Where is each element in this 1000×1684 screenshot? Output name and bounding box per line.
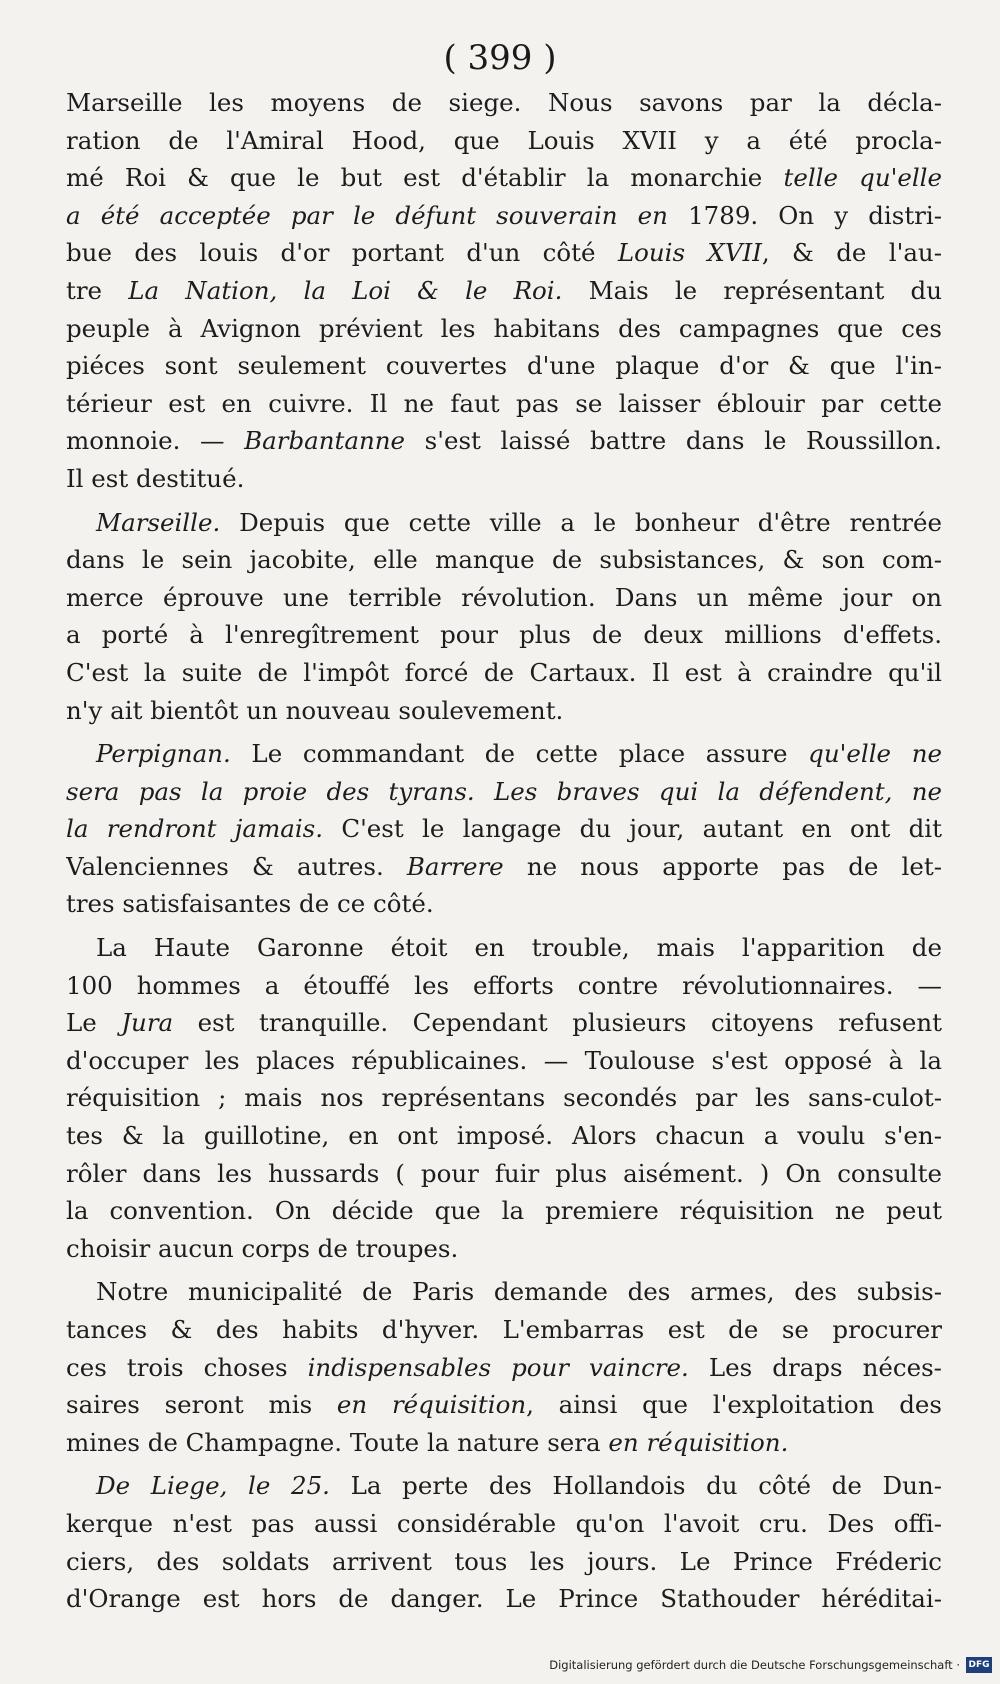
italic-text: Barrere [406, 851, 504, 881]
italic-text: La Nation, la Loi & le Roi. [128, 275, 563, 305]
page-text [66, 84, 942, 1618]
text-segment: merce éprouve une terrible révolution. Dans un même jour on [66, 582, 942, 612]
text-segment: tes & la guillotine, en ont imposé. Alors chacun a voulu s'en- [66, 1121, 942, 1151]
text-line [66, 885, 942, 923]
text-line [66, 1543, 942, 1581]
text-line [66, 929, 942, 967]
text-segment: s'est laissé battre dans le Roussillon. [405, 426, 942, 456]
text-segment: Il est destitué. [66, 463, 245, 493]
text-line [66, 310, 942, 348]
text-line [66, 1424, 942, 1462]
italic-text: indispensables pour vaincre. [307, 1352, 689, 1382]
text-line [66, 1042, 942, 1080]
text-segment: rôler dans les hussards ( pour fuir plus aisément. ) On consulte [66, 1158, 942, 1188]
italic-text: Perpignan. [96, 739, 231, 769]
text-line [66, 848, 942, 886]
text-line [66, 347, 942, 385]
text-segment: Le [66, 1008, 122, 1038]
italic-text: De Liege, le 25. [96, 1471, 330, 1501]
text-line [66, 579, 942, 617]
text-segment: monnoie. — [66, 426, 245, 456]
text-line [66, 1079, 942, 1117]
text-segment: mé Roi & que le but est d'établir la monarchie [66, 163, 784, 193]
text-segment: C'est la suite de l'impôt forcé de Cartaux. Il est à craindre qu'il [66, 657, 942, 687]
dfg-logo-icon: DFG [966, 1657, 992, 1673]
text-segment: kerque n'est pas aussi considérable qu'on l'avoit cru. Des offi- [66, 1508, 942, 1538]
text-line [66, 1155, 942, 1193]
text-segment: Mais le représentant du [562, 275, 942, 305]
text-segment: mines de Champagne. Toute la nature sera [66, 1427, 609, 1457]
text-line [66, 197, 942, 235]
text-line [66, 735, 942, 773]
text-line [66, 159, 942, 197]
text-line [66, 1004, 942, 1042]
text-line [66, 541, 942, 579]
digitization-credit [549, 1654, 992, 1676]
text-segment: térieur est en cuivre. Il ne faut pas se laisser éblouir par cette [66, 388, 942, 418]
footer-text: Digitalisierung gefördert durch die Deutsche Forschungsgemeinschaft · [549, 1658, 960, 1672]
text-segment: 100 hommes a étouffé les efforts contre révolutionnaires. — [66, 970, 942, 1000]
text-line [66, 1580, 942, 1618]
text-segment: ration de l'Amiral Hood, que Louis XVII y a été procla- [66, 125, 942, 155]
text-line [66, 692, 942, 730]
text-segment: , & de l'au- [761, 238, 942, 268]
text-line [66, 1117, 942, 1155]
text-segment: Les draps néces- [688, 1352, 942, 1382]
italic-text: Marseille. [96, 507, 221, 537]
italic-text: sera pas la proie des tyrans. Les braves qui la défendent, ne [66, 776, 942, 806]
text-segment: C'est le langage du jour, autant en ont dit [323, 814, 942, 844]
text-segment: La Haute Garonne étoit en trouble, mais l'apparition de [96, 933, 942, 963]
text-line [66, 654, 942, 692]
italic-text: Barbantanne [244, 426, 406, 456]
text-line [66, 234, 942, 272]
italic-text: en réquisition. [608, 1427, 789, 1457]
text-segment: tances & des habits d'hyver. L'embarras est de se procurer [66, 1315, 942, 1344]
text-segment: a porté à l'enregîtrement pour plus de deux millions d'effets. [66, 620, 942, 650]
text-segment: n'y ait bientôt un nouveau soulevement. [66, 695, 564, 725]
text-line [66, 1311, 942, 1349]
text-line [66, 967, 942, 1005]
text-segment: saires seront mis [66, 1390, 337, 1420]
text-line [66, 1192, 942, 1230]
page-number: ( 399 ) [443, 38, 557, 78]
text-segment: d'occuper les places républicaines. — Toulouse s'est opposé à la [66, 1045, 942, 1075]
text-line [66, 1386, 942, 1424]
italic-text: telle qu'elle [783, 163, 942, 193]
text-line [66, 504, 942, 542]
text-segment: , ainsi que l'exploitation des [526, 1390, 942, 1420]
text-segment: est tranquille. Cependant plusieurs citoyens refusent [173, 1008, 942, 1038]
text-line [66, 272, 942, 310]
italic-text: Louis XVII [617, 238, 762, 268]
text-line [66, 616, 942, 654]
text-segment: ciers, des soldats arrivent tous les jours. Le Prince Fréderic [66, 1546, 942, 1576]
text-segment: Valenciennes & autres. [66, 851, 407, 881]
text-segment: peuple à Avignon prévient les habitans des campagnes que ces [66, 313, 942, 343]
text-segment: bue des louis d'or portant d'un côté [66, 238, 618, 268]
text-segment: Notre municipalité de Paris demande des armes, des subsis- [96, 1277, 942, 1307]
text-line [66, 422, 942, 460]
text-segment: piéces sont seulement couvertes d'une plaque d'or & que l'in- [66, 351, 942, 381]
italic-text: Jura [121, 1008, 174, 1038]
text-segment: réquisition ; mais nos représentans secondés par les sans-culot- [66, 1083, 942, 1113]
text-line [66, 385, 942, 423]
text-segment: la convention. On décide que la premiere réquisition ne peut [66, 1196, 942, 1226]
text-segment: 1789. On y distri- [667, 200, 942, 230]
italic-text: qu'elle ne [808, 739, 942, 769]
italic-text: en réquisition [336, 1390, 527, 1420]
text-segment: d'Orange est hors de danger. Le Prince Stathouder héréditai- [66, 1584, 942, 1614]
text-line [66, 1230, 942, 1268]
text-segment: ne nous apporte pas de let- [503, 851, 942, 881]
text-segment: Depuis que cette ville a le bonheur d'être rentrée [220, 507, 942, 537]
text-segment: choisir aucun corps de troupes. [66, 1233, 459, 1263]
text-line [66, 122, 942, 160]
text-line [66, 810, 942, 848]
text-segment: ces trois choses [66, 1352, 308, 1382]
text-segment: tres satisfaisantes de ce côté. [66, 889, 434, 919]
text-segment: La perte des Hollandois du côté de Dun- [329, 1471, 942, 1501]
text-segment: Le commandant de cette place assure [230, 739, 809, 769]
text-line [66, 1505, 942, 1543]
text-line [66, 460, 942, 498]
text-segment: Marseille les moyens de siege. Nous savons par la décla- [66, 88, 942, 117]
text-line [66, 84, 942, 122]
text-segment: tre [66, 275, 129, 305]
italic-text: a été acceptée par le défunt souverain en [66, 200, 668, 230]
text-line [66, 1467, 942, 1505]
text-line [66, 1273, 942, 1311]
text-line [66, 1349, 942, 1387]
text-line [66, 773, 942, 811]
italic-text: la rendront jamais. [66, 814, 324, 844]
text-segment: dans le sein jacobite, elle manque de subsistances, & son com- [66, 545, 942, 575]
